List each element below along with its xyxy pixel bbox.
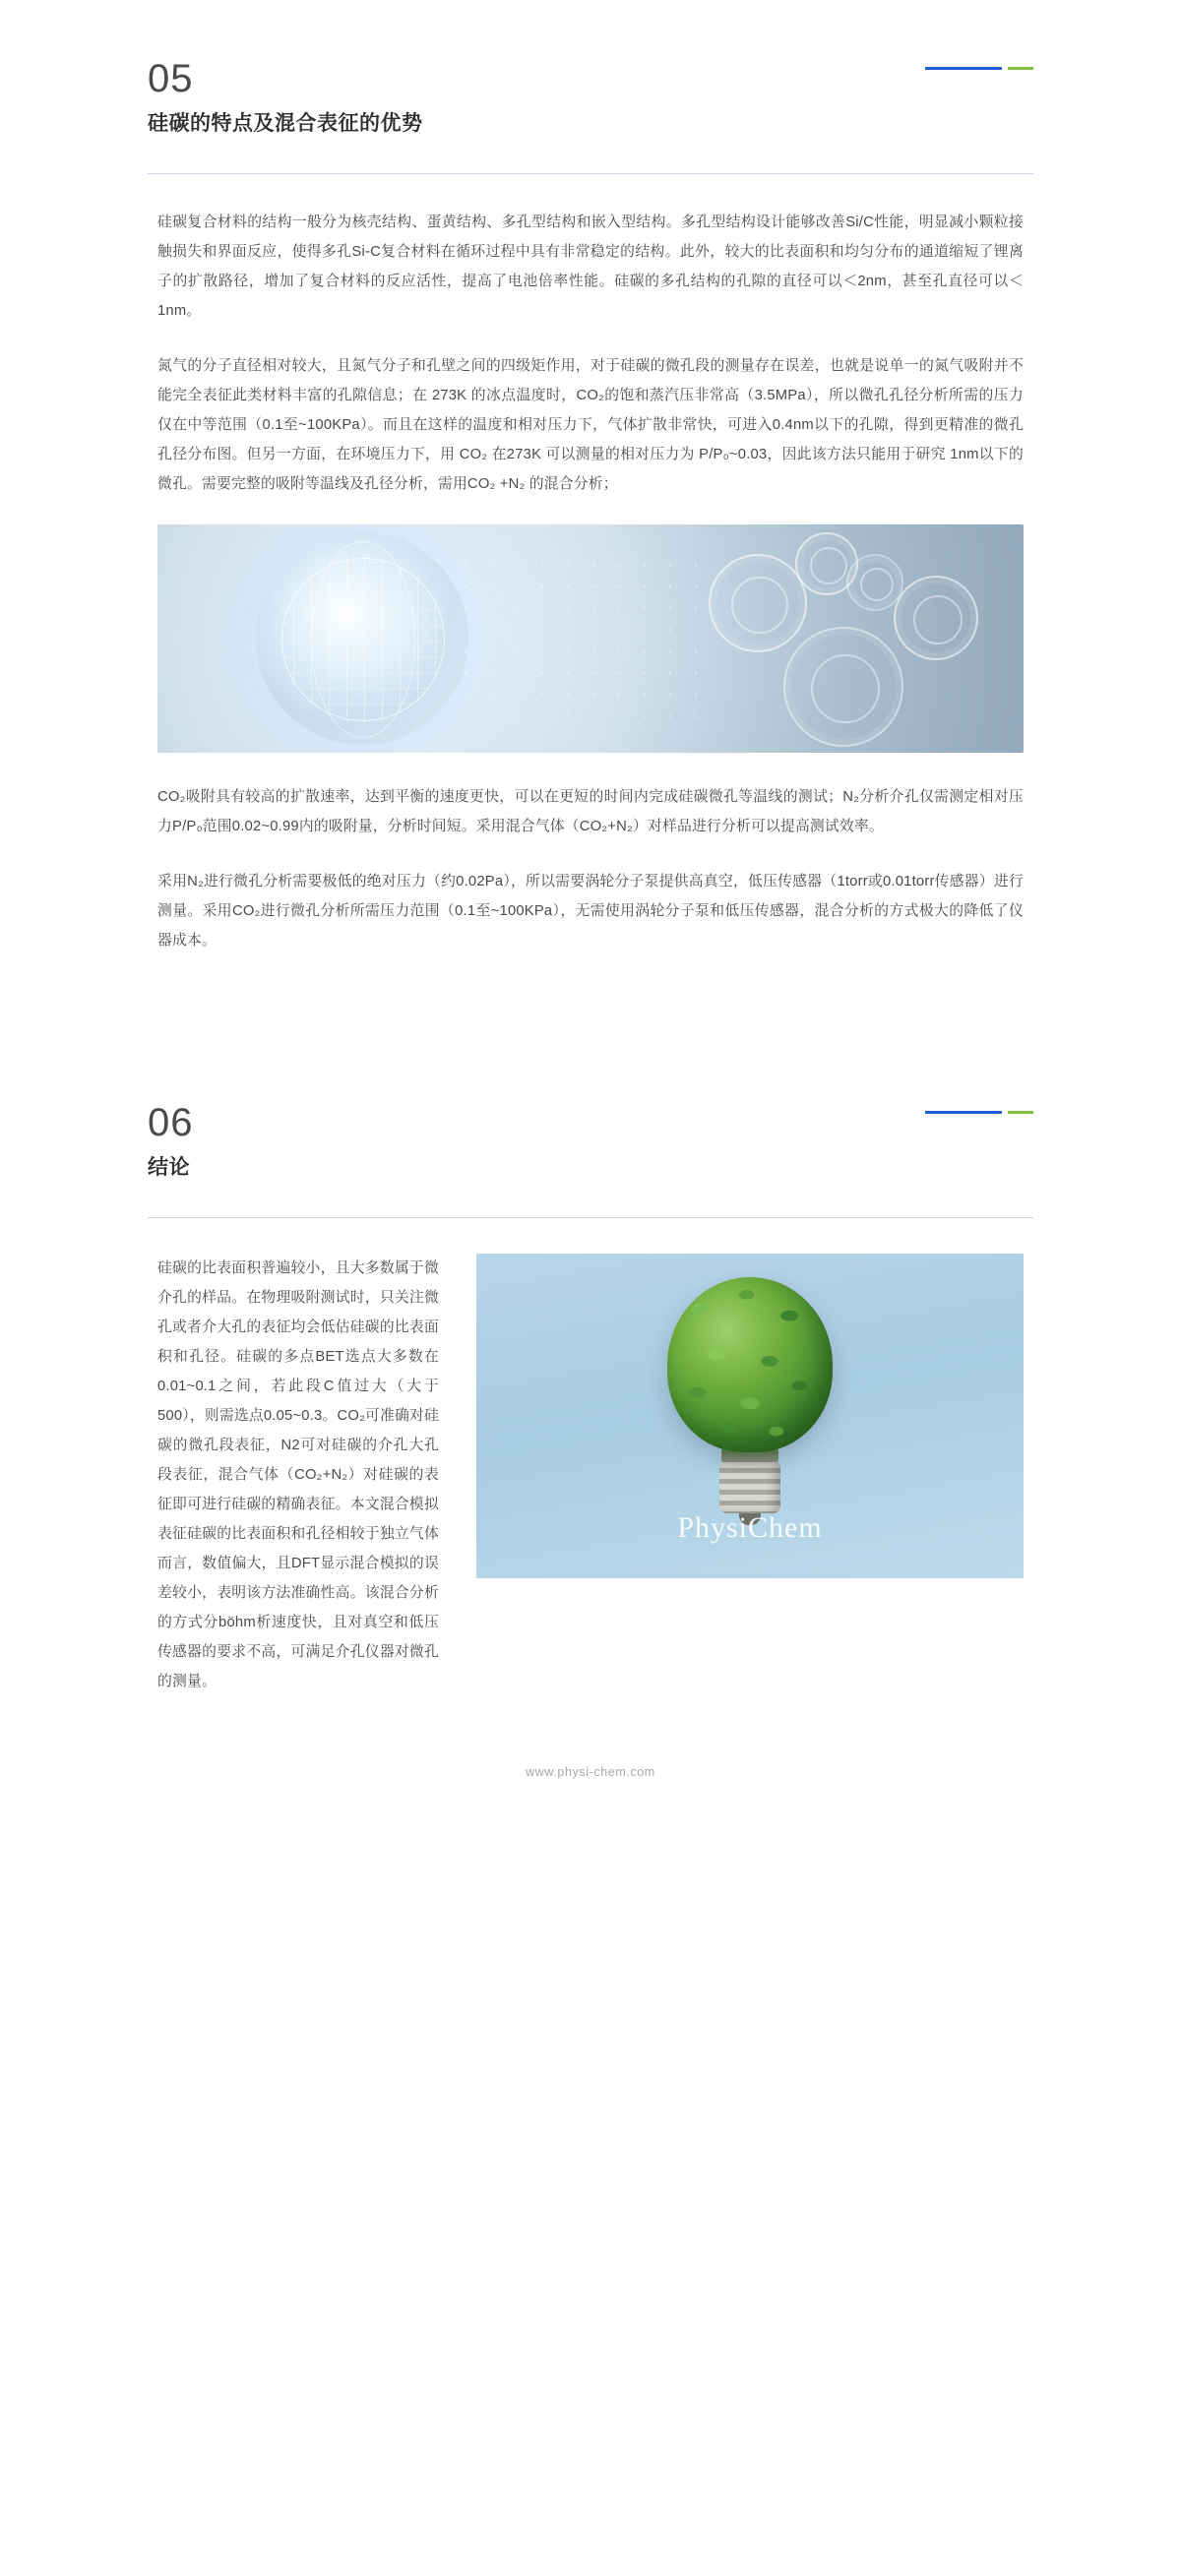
section-06-body <box>148 1254 1033 1696</box>
sphere-grid-overlay <box>276 546 449 729</box>
section-06-header <box>148 981 1033 1184</box>
section-06-number: 06 <box>148 1101 194 1144</box>
section-05-accent-rule <box>925 67 1033 70</box>
gear-icon <box>894 576 978 660</box>
accent-rule-green <box>1008 1111 1033 1114</box>
paragraph: 硅碳的比表面积普遍较小，且大多数属于微介孔的样品。在物理吸附测试时，只关注微孔或者介大孔的表征均会低估硅碳的比表面积和孔径。硅碳的多点BET选点大多数在0.01~0.1之间，若此段C值过大（大于500），则需选点0.05~0.3。CO₂可准确对硅碳的微孔段表征，N2可对硅碳的介孔大孔段表征，混合气体（CO₂+N₂）对硅碳的表征即可进行硅碳的精确表征。本文混合模拟表征硅碳的比表面积和孔径相较于独立气体而言，数值偏大，且DFT显示混合模拟的误差较小，表明该方法准确性高。该混合分析的方式分böhm析速度快，且对真空和低压传感器的要求不高，可满足介孔仪器对微孔的测量。 <box>157 1260 440 1689</box>
paragraph: 采用N₂进行微孔分析需要极低的绝对压力（约0.02Pa），所以需要涡轮分子泵提供高真空，低压传感器（1torr或0.01torr传感器）进行测量。采用CO₂进行微孔分析所需压力范围（0.1至~100KPa），无需使用涡轮分子泵和低压传感器，混合分析的方式极大的降低了仪器成本。 <box>157 874 1024 949</box>
section-06-divider <box>148 1217 1033 1218</box>
section-05 <box>148 0 1033 955</box>
section-05-header <box>148 0 1033 140</box>
section-05-title: 硅碳的特点及混合表征的优势 <box>148 112 423 135</box>
accent-rule-blue <box>925 67 1002 70</box>
gear-icon <box>709 554 807 652</box>
tech-sphere-gears-illustration <box>157 524 1024 753</box>
light-bulb-icon <box>667 1277 833 1525</box>
section-06 <box>148 981 1033 1696</box>
paragraph: 硅碳复合材料的结构一般分为核壳结构、蛋黄结构、多孔型结构和嵌入型结构。多孔型结构设计能够改善Si/C性能，明显减小颗粒接触损失和界面反应，使得多孔Si-C复合材料在循环过程中具有非常稳定的结构。此外，较大的比表面积和均匀分布的通道缩短了锂离子的扩散路径，增加了复合材料的反应活性，提高了电池倍率性能。硅碳的多孔结构的孔隙的直径可以＜2nm，甚至孔直径可以＜1nm。 <box>157 215 1024 319</box>
green-leaf-bulb-illustration <box>476 1254 1024 1578</box>
section-06-accent-rule <box>925 1111 1033 1114</box>
network-dots <box>453 554 709 721</box>
paragraph: CO₂吸附具有较高的扩散速率，达到平衡的速度更快，可以在更短的时间内完成硅碳微孔等温线的测试；N₂分析介孔仅需测定相对压力P/P₀范围0.02~0.99内的吸附量，分析时间短。采用混合气体（CO₂+N₂）对样品进行分析可以提高测试效率。 <box>157 789 1024 834</box>
section-05-body-after-figure <box>148 782 1033 955</box>
page-content <box>148 0 1033 1818</box>
footer-url[interactable]: www.physi-chem.com <box>526 1765 655 1779</box>
section-05-body <box>148 208 1033 499</box>
bulb-foliage <box>667 1277 833 1452</box>
section-05-divider <box>148 173 1033 174</box>
accent-rule-blue <box>925 1111 1002 1114</box>
figure-watermark: PhysiChem <box>677 1511 823 1544</box>
section-05-number: 05 <box>148 57 194 100</box>
bulb-screw-base <box>719 1462 780 1513</box>
paragraph: 氮气的分子直径相对较大，且氮气分子和孔壁之间的四级矩作用，对于硅碳的微孔段的测量存在误差，也就是说单一的氮气吸附并不能完全表征此类材料丰富的孔隙信息；在 273K 的冰点温度时，CO₂的饱和蒸汽压非常高（3.5MPa），所以微孔孔径分析所需的压力仅在中等范围（0.1至~100KPa）。而且在这样的温度和相对压力下，气体扩散非常快，可进入0.4nm以下的孔隙，得到更精准的微孔孔径分布图。但另一方面，在环境压力下，用 CO₂ 在273K 可以测量的相对压力为 P/P₀~0.03，因此该方法只能用于研究 1nm以下的微孔。需要完整的吸附等温线及孔径分析，需用CO₂ +N₂ 的混合分析； <box>157 358 1024 492</box>
gear-icon <box>846 554 903 611</box>
gear-icon <box>783 627 903 747</box>
section-06-title: 结论 <box>148 1156 190 1179</box>
conclusion-text-column <box>157 1254 439 1696</box>
accent-rule-green <box>1008 67 1033 70</box>
